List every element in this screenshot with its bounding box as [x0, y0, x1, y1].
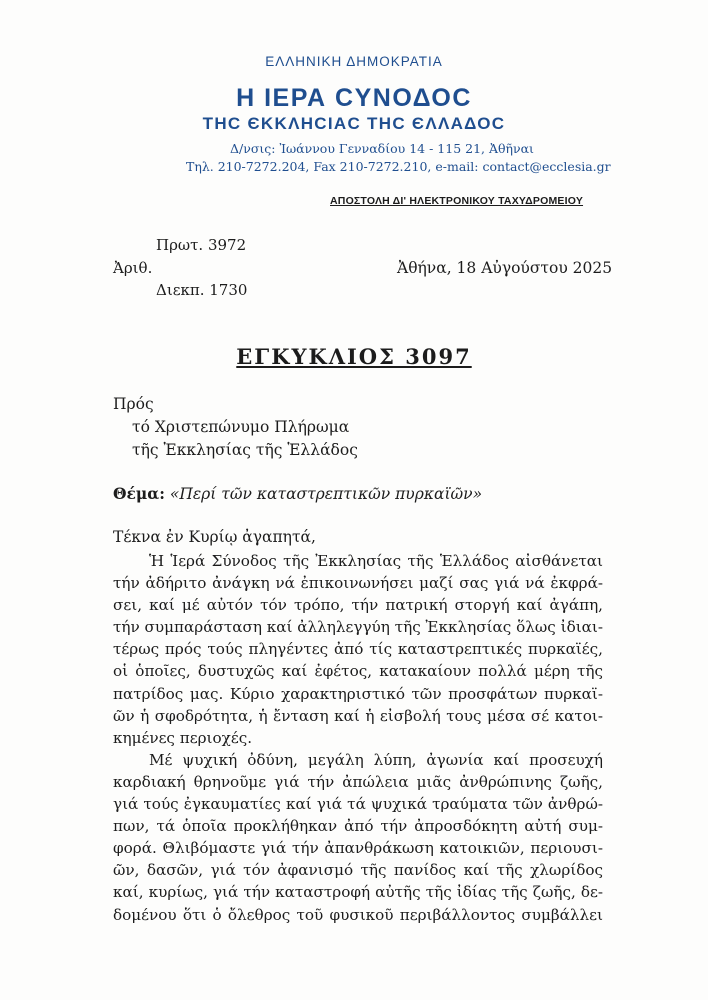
greeting: Τέκνα ἐν Κυρίῳ ἀγαπητά, — [113, 528, 316, 546]
number-label: Ἀριθ. — [113, 259, 153, 277]
body-line: πων, τά ὁποῖα προκλήθηκαν ἀπό τήν ἀπροσδόκητη αὐτή συμ- — [113, 817, 603, 836]
recipient-line-2: τό Χριστεπώνυμο Πλήρωμα — [132, 418, 350, 436]
body-line: τήν ἀδήριτο ἀνάγκη νά ἐπικοινωνήσει μαζί σας γιά νά ἐκφρά- — [113, 574, 603, 593]
synod-subtitle: ΤΗϹ ЄΚΚΛΗϹΙΑϹ ΤΗϹ ЄΛΛΑΔΟϹ — [202, 114, 506, 133]
recipient-line-3: τῆς Ἐκκλησίας τῆς Ἑλλάδος — [132, 441, 358, 459]
delivery-mode-note: ΑΠΟΣΤΟΛΗ ΔΙ' ΗΛΕΚΤΡΟΝΙΚΟΥ ΤΑΧΥΔΡΟΜΕΙΟΥ — [330, 195, 584, 207]
body-line: τέρως πρός τούς πληγέντες ἀπό τίς καταστρεπτικές πυρκαϊές, — [113, 640, 603, 659]
encyclical-title: ΕΓΚΥΚΛΙΟΣ 3097 — [236, 344, 472, 369]
address-line: Δ/νσις: Ἰωάννου Γενναδίου 14 - 115 21, Ἀθῆναι — [230, 141, 534, 156]
body-line: γιά τούς ἐγκαυματίες καί γιά τά ψυχικά τραύματα τῶν ἀνθρώ- — [113, 795, 603, 814]
body-line: καί, κυρίως, γιά τήν καταστροφή αὐτῆς τῆς ἰδίας τῆς ζωῆς, δε- — [113, 883, 603, 902]
body-line: καρδιακή θρηνοῦμε γιά τήν ἀπώλεια μιᾶς ἀνθρώπινης ζωῆς, — [113, 772, 603, 791]
protocol-number: Πρωτ. 3972 — [156, 236, 247, 254]
body-line: τήν συμπαράσταση καί ἀλληλεγγύη τῆς Ἐκκλησίας ὅλως ἰδιαι- — [113, 618, 603, 637]
body-line: σει, καί μέ αὐτόν τόν τρόπο, τήν πατρική στοργή καί ἀγάπη, — [113, 596, 603, 615]
recipient-line-1: Πρός — [113, 395, 154, 413]
synod-title: Η ΙΕΡΑ ϹΥΝΟΔΟϹ — [236, 84, 472, 112]
republic-heading: ΕΛΛΗΝΙΚΗ ΔΗΜΟΚΡΑΤΙΑ — [265, 54, 443, 69]
body-line: οἱ ὁποῖες, δυστυχῶς καί ἐφέτος, κατακαίουν πολλά μέρη τῆς — [113, 662, 603, 681]
body-line: πατρίδος μας. Κύριο χαρακτηριστικό τῶν προσφάτων πυρκαϊ- — [113, 684, 603, 703]
dispatch-number: Διεκπ. 1730 — [156, 281, 248, 299]
letter-body — [113, 550, 603, 926]
subject-text: «Περί τῶν καταστρεπτικῶν πυρκαϊῶν» — [169, 485, 483, 503]
body-line: δομένου ὅτι ὁ ὄλεθρος τοῦ φυσικοῦ περιβάλλοντος συμβάλλει — [113, 905, 603, 924]
contact-line: Τηλ. 210-7272.204, Fax 210-7272.210, e-mail: contact@ecclesia.gr — [186, 159, 611, 174]
body-line: Ἡ Ἱερά Σύνοδος τῆς Ἐκκλησίας τῆς Ἑλλάδος αἰσθάνεται — [149, 552, 603, 570]
body-line: ῶν, δασῶν, γιά τόν ἀφανισμό τῆς πανίδος καί τῆς χλωρίδος — [113, 861, 603, 880]
body-line: Μέ ψυχική ὀδύνη, μεγάλη λύπη, ἀγωνία καί προσευχή — [149, 750, 603, 769]
body-line: ῶν ἡ σφοδρότητα, ἡ ἔνταση καί ἡ εἰσβολή τους μέσα σέ κατοι- — [113, 706, 603, 725]
body-line: φορά. Θλιβόμαστε γιά τήν ἀπανθράκωση κατοικιῶν, περιουσι- — [113, 839, 603, 858]
subject-label: Θέμα: — [113, 484, 165, 503]
subject-line — [113, 484, 482, 503]
body-line: κημένες περιοχές. — [113, 728, 253, 747]
letter-date: Ἀθήνα, 18 Αὐγούστου 2025 — [397, 259, 613, 277]
